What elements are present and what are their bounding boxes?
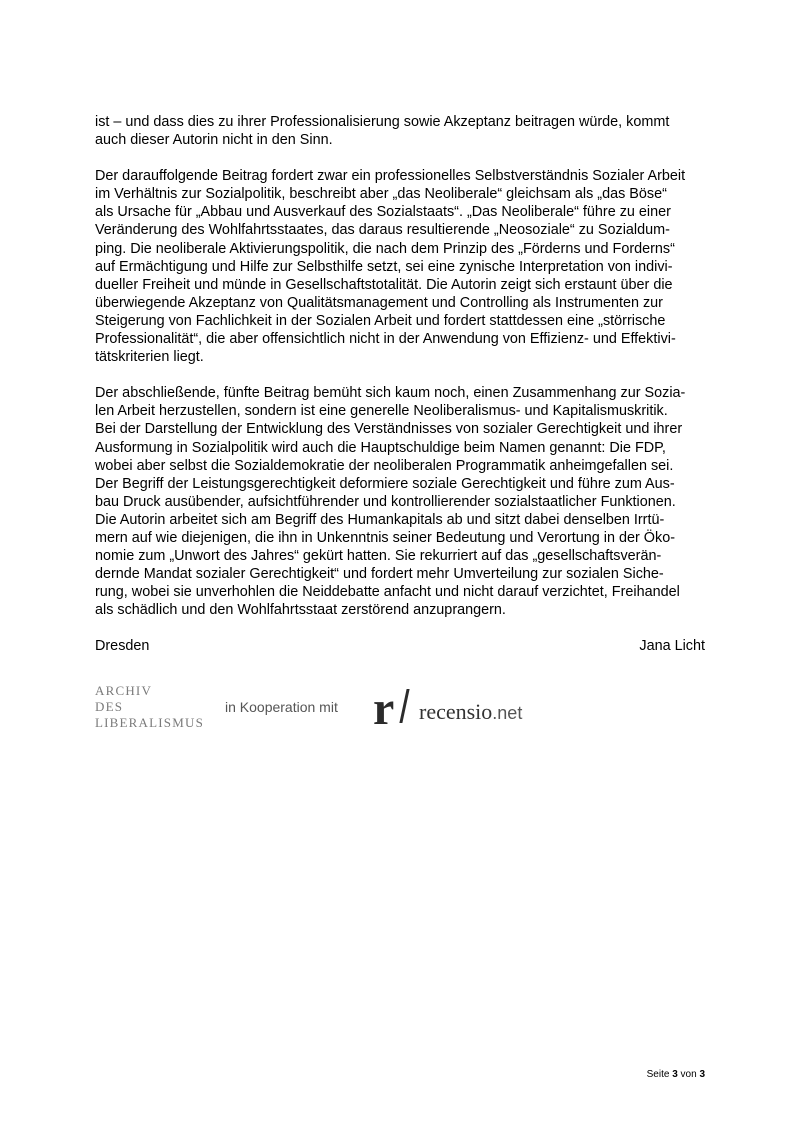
paragraph-1: ist – und dass dies zu ihrer Professionalisierung sowie Akzeptanz beitragen würde, kommt auch dieser Autorin nicht in den Sinn. xyxy=(95,114,670,149)
recensio-tld: .net xyxy=(492,703,523,723)
page-number-prefix: Seite xyxy=(646,1069,670,1080)
signature-place: Dresden xyxy=(95,638,150,655)
paragraph-3: Der abschließende, fünfte Beitrag bemüht sich kaum noch, einen Zusammenhang zur Sozia- len Arbeit herzustellen, sondern ist eine generelle Neoliberalismus- und Kapitalismuskritik. Bei der Darstellung der Entwicklung des Verständnisses von sozialer Gerechtigkeit und ihrer Ausformung in Sozialpolitik wird auch die Hauptschuldige beim Namen genannt: Die FDP, wobei aber selbst die Sozialdemokratie der neoliberalen Programmatik anheimgefallen sei. Der Begriff der Leistungsgerechtigkeit deformiere soziale Gerechtigkeit und führe zum Aus- bau Druck ausübender, aufsichtführender und kontrollierender sozialstaatlicher Funktionen. Die Autorin arbeitet sich am Begriff des Humankapitals ab und sitzt dabei denselben Irrtü- mern auf wie diejenigen, die ihn in Unkenntnis seiner Bedeutung und Verortung in der Öko- nomie zum „Unwort des Jahres“ gekürt hatten. Sie rekurriert auf das „gesellschaftsverän- dernde Mandat sozialer Gerechtigkeit“ und fordert mehr Umverteilung zur sozialen Siche- rung, wobei sie unverhohlen die Neiddebatte anfacht und nicht darauf verzichtet, Freihandel als schädlich und den Wohlfahrtsstaat zerstörend anzuprangern. xyxy=(95,385,686,619)
recensio-name: recensio xyxy=(419,699,493,724)
signature-author: Jana Licht xyxy=(639,638,705,655)
document-body xyxy=(95,113,705,655)
footer-logos xyxy=(95,683,555,733)
archiv-logo-line-2: DES xyxy=(95,699,124,714)
page-number-current: 3 xyxy=(672,1069,678,1080)
recensio-wordmark xyxy=(419,700,522,725)
page-number xyxy=(647,1069,705,1080)
recensio-r-icon xyxy=(373,682,413,735)
page-number-total: 3 xyxy=(699,1069,705,1080)
cooperation-text: in Kooperation mit xyxy=(225,699,338,715)
archiv-des-liberalismus-logo xyxy=(95,683,204,731)
paragraph-2: Der darauffolgende Beitrag fordert zwar ein professionelles Selbstverständnis Sozialer Arbeit im Verhältnis zur Sozialpolitik, beschreibt aber „das Neoliberale“ gleichsam als „das Böse“ als Ursache für „Abbau und Ausverkauf des Sozialstaats“. „Das Neoliberale“ führe zu einer Veränderung des Wohlfahrtsstaates, das daraus resultierende „Neosoziale“ zu Sozialdum- ping. Die neoliberale Aktivierungspolitik, die nach dem Prinzip des „Förderns und Forderns“ auf Ermächtigung und Hilfe zur Selbsthilfe setzt, sei eine zynische Interpretation von indivi- dueller Freiheit und münde in Gesellschaftstotalität. Die Autorin zeigt sich erstaunt über die überwiegende Akzeptanz von Qualitätsmanagement und Controlling als Instrumenten zur Steigerung von Fachlichkeit in der Sozialen Arbeit und fordert stattdessen eine „störrische Professionalität“, die aber offensichtlich nicht in der Anwendung von Effizienz- und Effektivi- tätskriterien liegt. xyxy=(95,168,686,366)
recensio-r-letter: r xyxy=(373,682,395,735)
signature-row xyxy=(95,637,705,655)
archiv-logo-line-3: LIBERALISMUS xyxy=(95,715,205,730)
archiv-logo-line-1: ARCHIV xyxy=(95,683,153,698)
recensio-logo xyxy=(373,682,523,735)
page-number-separator: von xyxy=(680,1069,697,1080)
recensio-slash-icon xyxy=(399,689,409,723)
